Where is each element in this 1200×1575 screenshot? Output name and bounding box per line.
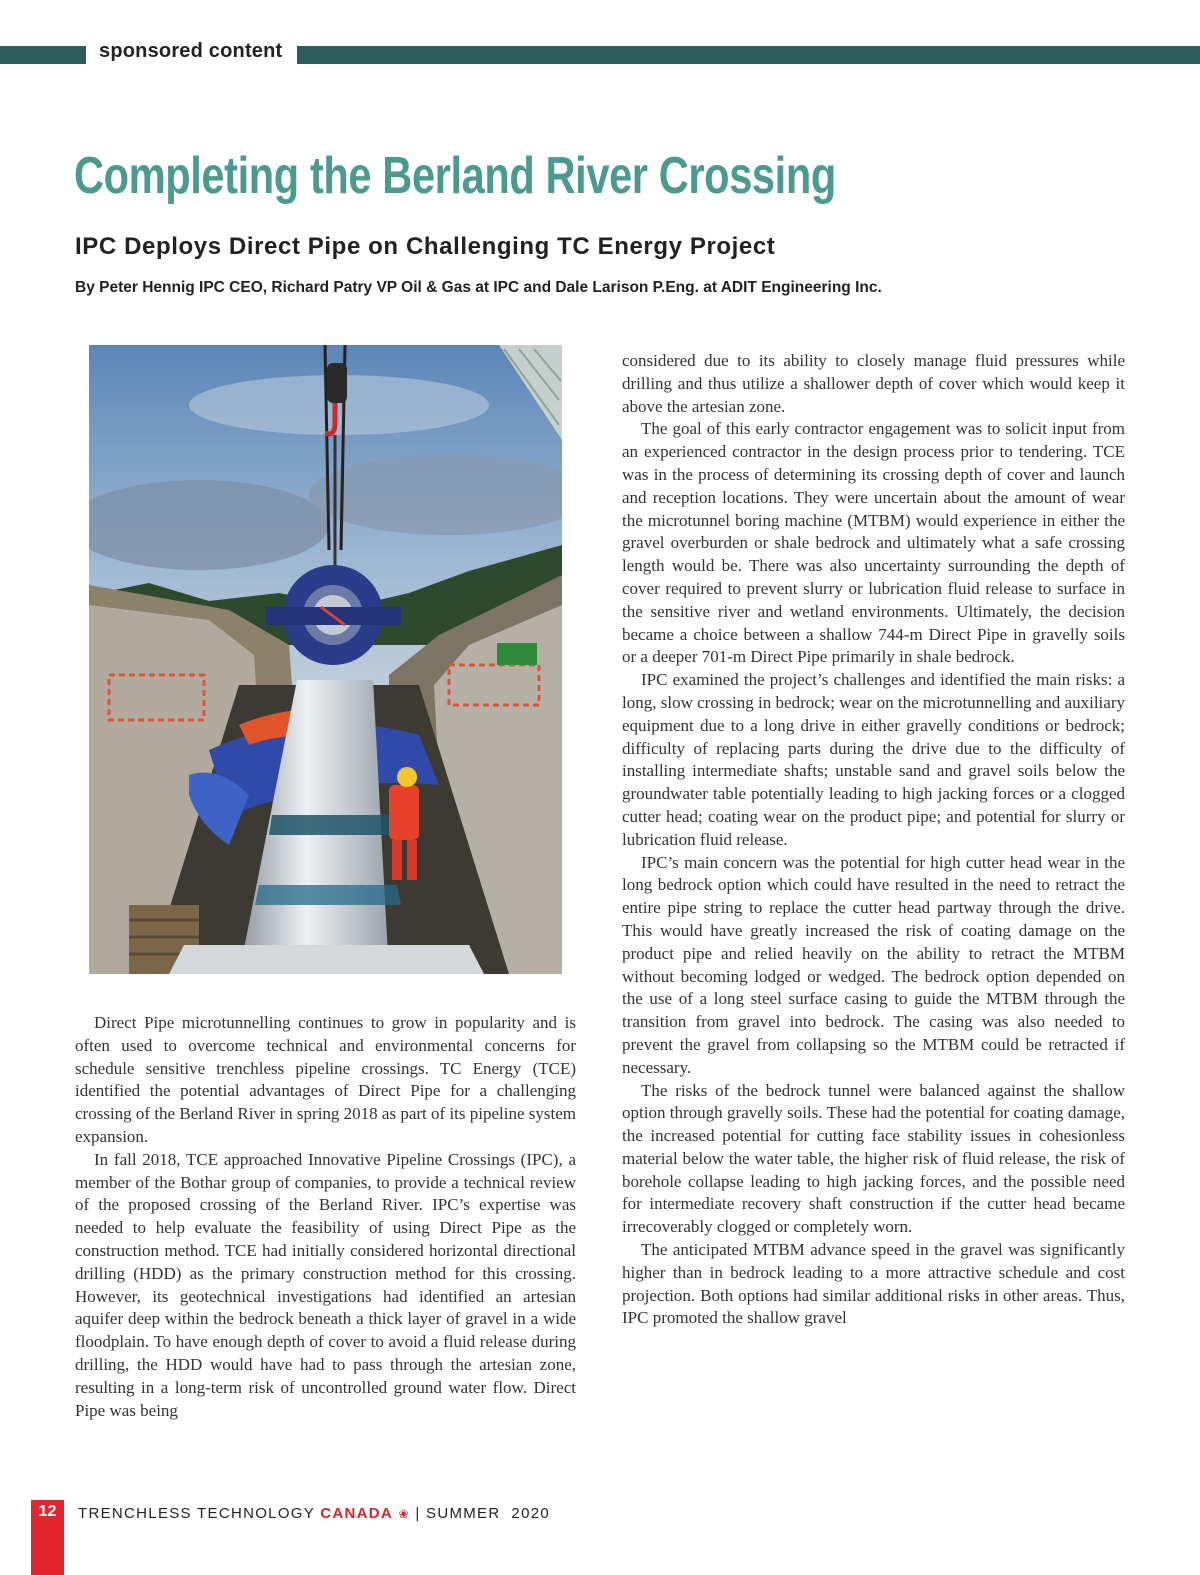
header-bar-right bbox=[297, 46, 1200, 64]
left-column bbox=[75, 1012, 576, 1422]
header-bar-left bbox=[0, 46, 86, 64]
page-number: 12 bbox=[38, 1503, 57, 1520]
right-column bbox=[622, 350, 1125, 1330]
paragraph: The goal of this early contractor engagement was to solicit input from an experienced contractor in the design process prior to tendering. TCE was in the process of determining its crossing depth of cover and launch and reception locations. They were uncertain about the amount of wear the microtunnel boring machine (MTBM) would experience in either the gravel overburden or shale bedrock and ultimately what a safe crossing length would be. There was also uncertainty surrounding the depth of cover required to prevent slurry or lubrication fluid release to surface in the sensitive river and wetland environments. Ultimately, the decision became a choice between a shallow 744-m Direct Pipe in gravelly soils or a deeper 701-m Direct Pipe primarily in shale bedrock. bbox=[622, 419, 1125, 667]
maple-leaf-icon: ❀ bbox=[398, 1507, 410, 1521]
article-photo bbox=[89, 345, 562, 974]
paragraph: The anticipated MTBM advance speed in the gravel was significantly higher than in bedrock leading to a more attractive schedule and cost projection. Both options had similar additional risks in other areas. Thus, IPC promoted the shallow gravel bbox=[622, 1240, 1125, 1328]
article-title: Completing the Berland River Crossing bbox=[74, 147, 836, 205]
paragraph: considered due to its ability to closely manage fluid pressures while drilling and thus utilize a shallower depth of cover which would keep it above the artesian zone. bbox=[622, 351, 1125, 416]
paragraph: In fall 2018, TCE approached Innovative Pipeline Crossings (IPC), a member of the Bothar group of companies, to provide a technical review of the proposed crossing of the Berland River. IPC’s expertise was needed to help evaluate the feasibility of using Direct Pipe as the construction method. TCE had initially considered horizontal directional drilling (HDD) as the primary construction method for this crossing. However, its geotechnical investigations had identified an artesian aquifer deep within the bedrock beneath a thick layer of gravel in a wide floodplain. To have enough depth of cover to avoid a fluid release during drilling, the HDD would have had to pass through the artesian zone, resulting in a long-term risk of uncontrolled ground water flow. Direct Pipe was being bbox=[75, 1149, 576, 1420]
magazine-country: CANADA bbox=[320, 1505, 394, 1522]
article-subtitle: IPC Deploys Direct Pipe on Challenging TC Energy Project bbox=[75, 233, 776, 260]
byline: By Peter Hennig IPC CEO, Richard Patry VP Oil & Gas at IPC and Dale Larison P.Eng. at ADIT Engineering Inc. bbox=[75, 279, 882, 296]
issue-date: SUMMER 2020 bbox=[426, 1505, 551, 1522]
footer-separator: | bbox=[415, 1505, 421, 1522]
paragraph: Direct Pipe microtunnelling continues to grow in popularity and is often used to overcome technical and environmental concerns for schedule sensitive trenchless pipeline crossings. TC Energy (TCE) identified the potential advantages of Direct Pipe for a challenging crossing of the Berland River in spring 2018 as part of its pipeline system expansion. bbox=[75, 1013, 576, 1146]
paragraph: IPC examined the project’s challenges and identified the main risks: a long, slow crossing in bedrock; wear on the microtunnelling and auxiliary equipment due to a long drive in either gravelly conditions or bedrock; difficulty of replacing parts during the drive due to the difficulty of installing intermediate shafts; unstable sand and gravel soils below the groundwater table potentially leading to high jacking forces or a clogged cutter head; coating wear on the product pipe; and potential for slurry or lubrication fluid release. bbox=[622, 670, 1125, 849]
paragraph: IPC’s main concern was the potential for high cutter head wear in the long bedrock option which could have resulted in the need to retract the entire pipe string to replace the cutter head partway through the drive. This would have greatly increased the risk of coating damage on the product pipe and relied heavily on the ability to retract the MTBM without becoming lodged or wedged. The bedrock option depended on the use of a long steel surface casing to guide the MTBM through the transition from gravel into bedrock. The casing was also needed to prevent the gravel from collapsing so the MTBM could be retracted if necessary. bbox=[622, 852, 1125, 1077]
footer-credit bbox=[78, 1505, 550, 1522]
section-label: sponsored content bbox=[99, 40, 283, 62]
magazine-name: TRENCHLESS TECHNOLOGY bbox=[78, 1505, 315, 1522]
paragraph: The risks of the bedrock tunnel were balanced against the shallow option through gravelly soils. These had the potential for coating damage, the increased potential for cutting face stability issues in cohesionless material below the water table, the higher risk of fluid release, the risk of borehole collapse leading to high jacking forces, and the possible need for intermediate recovery shaft construction if the cutter head became irrecoverably clogged or completely worn. bbox=[622, 1080, 1125, 1237]
